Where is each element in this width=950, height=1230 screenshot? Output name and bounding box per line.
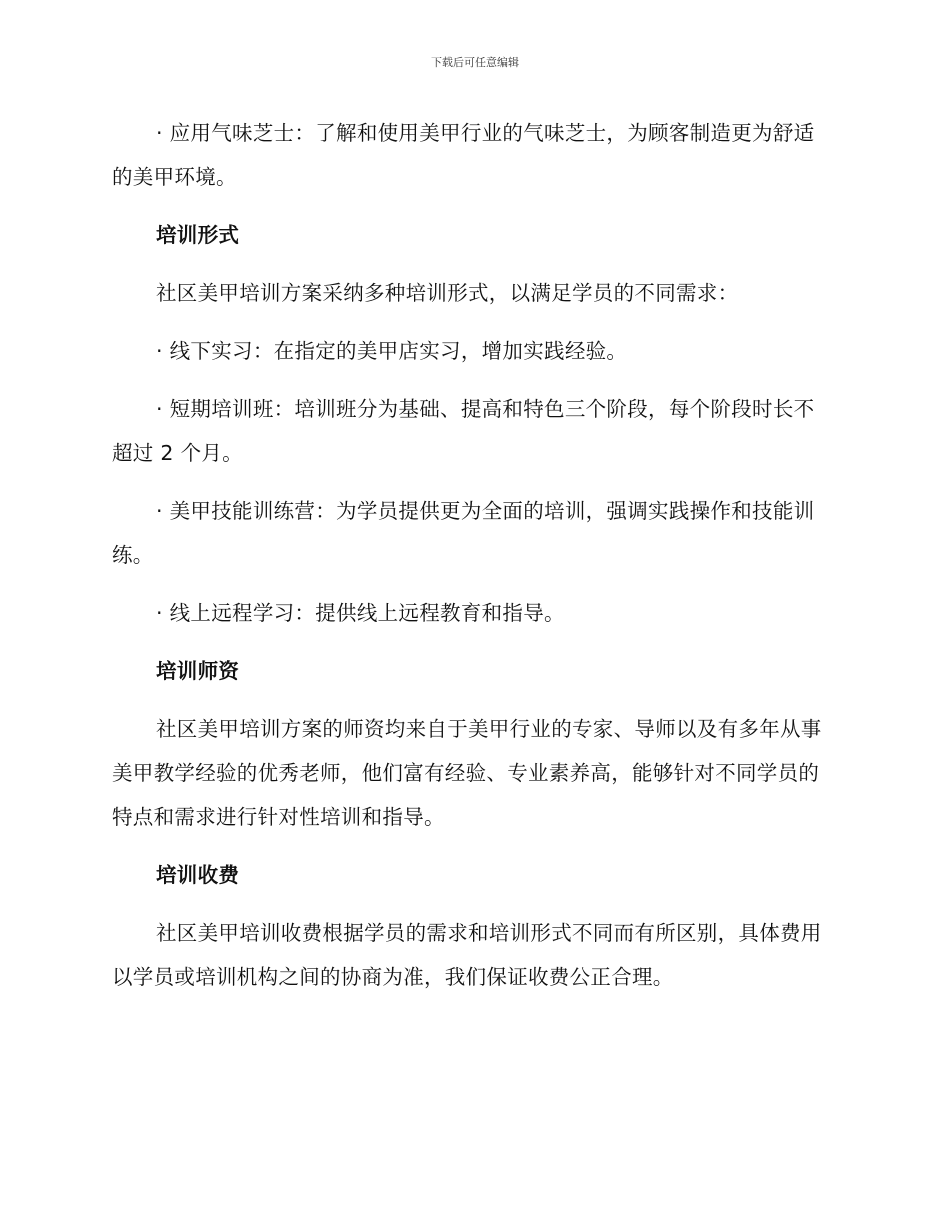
bullet-online-learning: · 线上远程学习：提供线上远程教育和指导。 [156, 601, 565, 625]
section-heading-fees: 培训收费 [156, 863, 240, 887]
bullet-offline-internship: · 线下实习：在指定的美甲店实习，增加实践经验。 [156, 339, 628, 363]
page-header-note: 下载后可任意编辑 [431, 56, 519, 69]
section-heading-training-format: 培训形式 [156, 223, 240, 247]
faculty-description: 社区美甲培训方案的师资均来自于美甲行业的专家、导师以及有多年从事美甲教学经验的优秀老师，他们富有经验、专业素养高，能够针对不同学员的特点和需求进行针对性培训和指导。 [112, 717, 822, 829]
bullet-short-term-class: · 短期培训班：培训班分为基础、提高和特色三个阶段，每个阶段时长不超过 2 个月。 [112, 397, 815, 465]
fees-description: 社区美甲培训收费根据学员的需求和培训形式不同而有所区别，具体费用以学员或培训机构之间的协商为准，我们保证收费公正合理。 [112, 921, 822, 989]
bullet-scent-cheese: · 应用气味芝士：了解和使用美甲行业的气味芝士，为顾客制造更为舒适的美甲环境。 [112, 121, 815, 189]
bullet-skills-camp: · 美甲技能训练营：为学员提供更为全面的培训，强调实践操作和技能训练。 [112, 499, 815, 567]
section-heading-faculty: 培训师资 [156, 659, 240, 683]
document-body [112, 111, 832, 1013]
training-format-intro: 社区美甲培训方案采纳多种培训形式，以满足学员的不同需求： [156, 281, 739, 305]
